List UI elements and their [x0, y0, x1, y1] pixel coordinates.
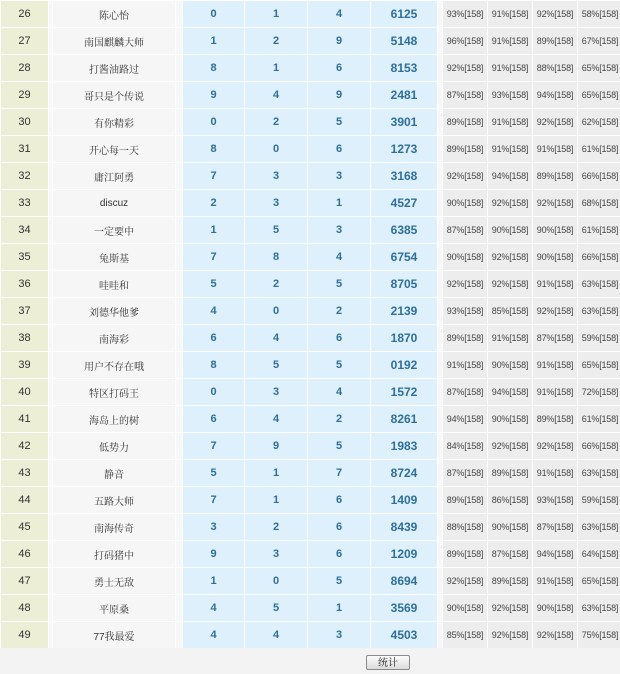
- table-row: [1, 136, 620, 163]
- percent-cell-1: 87%[158]: [443, 82, 488, 109]
- digit-3-cell: 4: [308, 244, 371, 271]
- spacer: [176, 406, 183, 433]
- percent-cell-4: 66%[158]: [578, 244, 620, 271]
- digit-3-cell: 6: [308, 325, 371, 352]
- username-cell: 海岛上的树: [53, 406, 176, 433]
- digit-3-cell: 6: [308, 136, 371, 163]
- percent-cell-1: 90%[158]: [443, 244, 488, 271]
- digit-2-cell: 2: [245, 271, 308, 298]
- code-cell: 2139: [371, 298, 438, 325]
- table-row: [1, 325, 620, 352]
- code-cell: 1870: [371, 325, 438, 352]
- table-row: [1, 622, 620, 649]
- percent-cell-1: 84%[158]: [443, 433, 488, 460]
- percent-cell-1: 90%[158]: [443, 190, 488, 217]
- percent-cell-1: 93%[158]: [443, 298, 488, 325]
- digit-3-cell: 2: [308, 406, 371, 433]
- digit-2-cell: 5: [245, 217, 308, 244]
- digit-2-cell: 1: [245, 487, 308, 514]
- code-cell: 8694: [371, 568, 438, 595]
- ranking-table-body: [1, 1, 620, 649]
- percent-cell-1: 92%[158]: [443, 568, 488, 595]
- code-cell: 1209: [371, 541, 438, 568]
- digit-2-cell: 0: [245, 298, 308, 325]
- digit-3-cell: 7: [308, 460, 371, 487]
- percent-cell-1: 87%[158]: [443, 460, 488, 487]
- percent-cell-2: 93%[158]: [488, 82, 533, 109]
- digit-2-cell: 4: [245, 406, 308, 433]
- rank-cell: 48: [1, 595, 49, 622]
- table-row: [1, 433, 620, 460]
- rank-cell: 41: [1, 406, 49, 433]
- percent-cell-2: 91%[158]: [488, 1, 533, 28]
- spacer: [176, 433, 183, 460]
- percent-cell-3: 90%[158]: [533, 595, 578, 622]
- rank-cell: 49: [1, 622, 49, 649]
- spacer: [176, 55, 183, 82]
- code-cell: 4503: [371, 622, 438, 649]
- digit-3-cell: 5: [308, 433, 371, 460]
- username-cell: 低势力: [53, 433, 176, 460]
- rank-cell: 26: [1, 1, 49, 28]
- digit-3-cell: 9: [308, 28, 371, 55]
- table-row: [1, 379, 620, 406]
- percent-cell-2: 92%[158]: [488, 271, 533, 298]
- code-cell: 3569: [371, 595, 438, 622]
- percent-cell-3: 91%[158]: [533, 136, 578, 163]
- digit-1-cell: 1: [183, 217, 245, 244]
- digit-2-cell: 1: [245, 460, 308, 487]
- digit-2-cell: 9: [245, 433, 308, 460]
- percent-cell-3: 92%[158]: [533, 622, 578, 649]
- digit-1-cell: 3: [183, 514, 245, 541]
- username-cell: 打码猪中: [53, 541, 176, 568]
- percent-cell-1: 91%[158]: [443, 352, 488, 379]
- percent-cell-4: 72%[158]: [578, 379, 620, 406]
- digit-3-cell: 6: [308, 541, 371, 568]
- rank-cell: 38: [1, 325, 49, 352]
- percent-cell-2: 86%[158]: [488, 487, 533, 514]
- percent-cell-3: 92%[158]: [533, 109, 578, 136]
- table-row: [1, 352, 620, 379]
- percent-cell-4: 64%[158]: [578, 541, 620, 568]
- table-row: [1, 109, 620, 136]
- percent-cell-4: 63%[158]: [578, 298, 620, 325]
- table-row: [1, 82, 620, 109]
- username-cell: 平原桑: [53, 595, 176, 622]
- digit-1-cell: 9: [183, 82, 245, 109]
- username-cell: 哇哇和: [53, 271, 176, 298]
- code-cell: 6385: [371, 217, 438, 244]
- username-cell: discuz: [53, 190, 176, 217]
- digit-3-cell: 5: [308, 109, 371, 136]
- table-footer: [0, 648, 620, 674]
- digit-2-cell: 4: [245, 325, 308, 352]
- percent-cell-3: 89%[158]: [533, 406, 578, 433]
- digit-1-cell: 6: [183, 325, 245, 352]
- percent-cell-3: 90%[158]: [533, 217, 578, 244]
- percent-cell-3: 89%[158]: [533, 163, 578, 190]
- percent-cell-4: 65%[158]: [578, 568, 620, 595]
- digit-3-cell: 3: [308, 217, 371, 244]
- username-cell: 77我最爱: [53, 622, 176, 649]
- percent-cell-2: 94%[158]: [488, 379, 533, 406]
- spacer: [176, 352, 183, 379]
- spacer: [176, 28, 183, 55]
- spacer: [176, 190, 183, 217]
- spacer: [176, 1, 183, 28]
- digit-1-cell: 7: [183, 163, 245, 190]
- percent-cell-3: 87%[158]: [533, 514, 578, 541]
- digit-2-cell: 3: [245, 163, 308, 190]
- percent-cell-4: 61%[158]: [578, 217, 620, 244]
- code-cell: 2481: [371, 82, 438, 109]
- percent-cell-3: 91%[158]: [533, 460, 578, 487]
- percent-cell-2: 90%[158]: [488, 514, 533, 541]
- spacer: [176, 82, 183, 109]
- rank-cell: 44: [1, 487, 49, 514]
- spacer: [176, 244, 183, 271]
- digit-1-cell: 8: [183, 55, 245, 82]
- rank-cell: 37: [1, 298, 49, 325]
- username-cell: 哥只是个传说: [53, 82, 176, 109]
- code-cell: 8439: [371, 514, 438, 541]
- statistics-button[interactable]: 统计: [366, 655, 410, 670]
- percent-cell-1: 92%[158]: [443, 271, 488, 298]
- username-cell: 勇士无敌: [53, 568, 176, 595]
- digit-3-cell: 5: [308, 568, 371, 595]
- percent-cell-3: 88%[158]: [533, 55, 578, 82]
- percent-cell-3: 92%[158]: [533, 1, 578, 28]
- percent-cell-2: 90%[158]: [488, 406, 533, 433]
- digit-3-cell: 4: [308, 379, 371, 406]
- code-cell: 0192: [371, 352, 438, 379]
- code-cell: 1273: [371, 136, 438, 163]
- percent-cell-1: 94%[158]: [443, 406, 488, 433]
- table-row: [1, 487, 620, 514]
- username-cell: 有你精彩: [53, 109, 176, 136]
- percent-cell-4: 63%[158]: [578, 271, 620, 298]
- digit-1-cell: 7: [183, 244, 245, 271]
- percent-cell-4: 59%[158]: [578, 487, 620, 514]
- table-row: [1, 1, 620, 28]
- username-cell: 刘德华他爹: [53, 298, 176, 325]
- username-cell: 陈心怡: [53, 1, 176, 28]
- spacer: [176, 109, 183, 136]
- spacer: [176, 460, 183, 487]
- rank-cell: 28: [1, 55, 49, 82]
- spacer: [176, 487, 183, 514]
- digit-3-cell: 6: [308, 487, 371, 514]
- table-row: [1, 460, 620, 487]
- rank-cell: 32: [1, 163, 49, 190]
- username-cell: 开心每一天: [53, 136, 176, 163]
- rank-cell: 45: [1, 514, 49, 541]
- rank-cell: 27: [1, 28, 49, 55]
- percent-cell-4: 67%[158]: [578, 28, 620, 55]
- code-cell: 3901: [371, 109, 438, 136]
- digit-1-cell: 5: [183, 460, 245, 487]
- digit-2-cell: 5: [245, 595, 308, 622]
- percent-cell-4: 59%[158]: [578, 325, 620, 352]
- percent-cell-4: 63%[158]: [578, 460, 620, 487]
- digit-3-cell: 5: [308, 352, 371, 379]
- percent-cell-4: 65%[158]: [578, 55, 620, 82]
- percent-cell-3: 93%[158]: [533, 487, 578, 514]
- digit-3-cell: 3: [308, 622, 371, 649]
- percent-cell-2: 89%[158]: [488, 568, 533, 595]
- table-row: [1, 568, 620, 595]
- code-cell: 1409: [371, 487, 438, 514]
- digit-2-cell: 5: [245, 352, 308, 379]
- percent-cell-1: 85%[158]: [443, 622, 488, 649]
- digit-1-cell: 4: [183, 298, 245, 325]
- spacer: [176, 541, 183, 568]
- digit-2-cell: 2: [245, 514, 308, 541]
- digit-3-cell: 1: [308, 190, 371, 217]
- table-row: [1, 406, 620, 433]
- percent-cell-2: 91%[158]: [488, 325, 533, 352]
- percent-cell-2: 87%[158]: [488, 541, 533, 568]
- digit-2-cell: 1: [245, 1, 308, 28]
- code-cell: 8705: [371, 271, 438, 298]
- digit-1-cell: 1: [183, 568, 245, 595]
- percent-cell-1: 89%[158]: [443, 487, 488, 514]
- rank-cell: 46: [1, 541, 49, 568]
- digit-1-cell: 7: [183, 433, 245, 460]
- percent-cell-3: 92%[158]: [533, 190, 578, 217]
- percent-cell-2: 89%[158]: [488, 460, 533, 487]
- digit-1-cell: 4: [183, 622, 245, 649]
- percent-cell-3: 94%[158]: [533, 82, 578, 109]
- digit-3-cell: 2: [308, 298, 371, 325]
- username-cell: 用户不存在哦: [53, 352, 176, 379]
- percent-cell-4: 61%[158]: [578, 406, 620, 433]
- digit-1-cell: 0: [183, 1, 245, 28]
- code-cell: 6754: [371, 244, 438, 271]
- digit-2-cell: 2: [245, 28, 308, 55]
- percent-cell-1: 89%[158]: [443, 541, 488, 568]
- spacer: [176, 622, 183, 649]
- percent-cell-2: 90%[158]: [488, 217, 533, 244]
- code-cell: 8153: [371, 55, 438, 82]
- digit-3-cell: 9: [308, 82, 371, 109]
- rank-cell: 39: [1, 352, 49, 379]
- percent-cell-4: 75%[158]: [578, 622, 620, 649]
- percent-cell-4: 66%[158]: [578, 163, 620, 190]
- code-cell: 1983: [371, 433, 438, 460]
- username-cell: 一定要中: [53, 217, 176, 244]
- percent-cell-1: 93%[158]: [443, 1, 488, 28]
- table-row: [1, 190, 620, 217]
- percent-cell-4: 68%[158]: [578, 190, 620, 217]
- digit-2-cell: 0: [245, 568, 308, 595]
- username-cell: 南国麒麟大师: [53, 28, 176, 55]
- percent-cell-4: 65%[158]: [578, 82, 620, 109]
- rank-cell: 40: [1, 379, 49, 406]
- table-row: [1, 244, 620, 271]
- digit-3-cell: 4: [308, 1, 371, 28]
- digit-2-cell: 8: [245, 244, 308, 271]
- username-cell: 静音: [53, 460, 176, 487]
- digit-1-cell: 5: [183, 271, 245, 298]
- digit-2-cell: 4: [245, 82, 308, 109]
- rank-cell: 35: [1, 244, 49, 271]
- percent-cell-2: 91%[158]: [488, 55, 533, 82]
- percent-cell-1: 89%[158]: [443, 325, 488, 352]
- table-row: [1, 595, 620, 622]
- percent-cell-1: 92%[158]: [443, 163, 488, 190]
- table-row: [1, 298, 620, 325]
- digit-2-cell: 3: [245, 379, 308, 406]
- rank-cell: 33: [1, 190, 49, 217]
- table-row: [1, 217, 620, 244]
- rank-cell: 43: [1, 460, 49, 487]
- spacer: [176, 325, 183, 352]
- digit-3-cell: 1: [308, 595, 371, 622]
- code-cell: 3168: [371, 163, 438, 190]
- digit-2-cell: 0: [245, 136, 308, 163]
- percent-cell-2: 92%[158]: [488, 595, 533, 622]
- percent-cell-1: 87%[158]: [443, 379, 488, 406]
- spacer: [176, 379, 183, 406]
- code-cell: 8724: [371, 460, 438, 487]
- percent-cell-2: 94%[158]: [488, 163, 533, 190]
- spacer: [176, 136, 183, 163]
- table-row: [1, 271, 620, 298]
- spacer: [176, 271, 183, 298]
- digit-3-cell: 6: [308, 55, 371, 82]
- rank-cell: 31: [1, 136, 49, 163]
- digit-2-cell: 4: [245, 622, 308, 649]
- percent-cell-2: 91%[158]: [488, 109, 533, 136]
- percent-cell-2: 90%[158]: [488, 352, 533, 379]
- percent-cell-3: 94%[158]: [533, 541, 578, 568]
- username-cell: 五路大师: [53, 487, 176, 514]
- percent-cell-1: 89%[158]: [443, 136, 488, 163]
- digit-1-cell: 8: [183, 136, 245, 163]
- spacer: [176, 568, 183, 595]
- code-cell: 4527: [371, 190, 438, 217]
- percent-cell-3: 90%[158]: [533, 244, 578, 271]
- percent-cell-2: 92%[158]: [488, 244, 533, 271]
- table-row: [1, 541, 620, 568]
- rank-cell: 34: [1, 217, 49, 244]
- table-row: [1, 514, 620, 541]
- spacer: [176, 163, 183, 190]
- digit-1-cell: 0: [183, 109, 245, 136]
- percent-cell-4: 58%[158]: [578, 1, 620, 28]
- digit-1-cell: 7: [183, 487, 245, 514]
- spacer: [176, 595, 183, 622]
- digit-2-cell: 3: [245, 190, 308, 217]
- spacer: [176, 298, 183, 325]
- rank-cell: 30: [1, 109, 49, 136]
- percent-cell-3: 92%[158]: [533, 433, 578, 460]
- percent-cell-2: 85%[158]: [488, 298, 533, 325]
- code-cell: 8261: [371, 406, 438, 433]
- percent-cell-2: 91%[158]: [488, 136, 533, 163]
- percent-cell-4: 66%[158]: [578, 433, 620, 460]
- digit-1-cell: 2: [183, 190, 245, 217]
- table-row: [1, 163, 620, 190]
- rank-cell: 36: [1, 271, 49, 298]
- code-cell: 6125: [371, 1, 438, 28]
- rank-cell: 42: [1, 433, 49, 460]
- percent-cell-3: 91%[158]: [533, 352, 578, 379]
- digit-2-cell: 2: [245, 109, 308, 136]
- digit-1-cell: 9: [183, 541, 245, 568]
- percent-cell-4: 63%[158]: [578, 595, 620, 622]
- code-cell: 1572: [371, 379, 438, 406]
- percent-cell-4: 61%[158]: [578, 136, 620, 163]
- username-cell: 打酱油路过: [53, 55, 176, 82]
- spacer: [176, 217, 183, 244]
- percent-cell-1: 92%[158]: [443, 55, 488, 82]
- table-row: [1, 28, 620, 55]
- username-cell: 特区打码王: [53, 379, 176, 406]
- digit-1-cell: 4: [183, 595, 245, 622]
- percent-cell-2: 92%[158]: [488, 433, 533, 460]
- digit-3-cell: 6: [308, 514, 371, 541]
- percent-cell-2: 91%[158]: [488, 28, 533, 55]
- percent-cell-2: 92%[158]: [488, 190, 533, 217]
- percent-cell-4: 63%[158]: [578, 514, 620, 541]
- digit-3-cell: 5: [308, 271, 371, 298]
- username-cell: 南海彩: [53, 325, 176, 352]
- percent-cell-1: 87%[158]: [443, 217, 488, 244]
- percent-cell-3: 91%[158]: [533, 568, 578, 595]
- digit-3-cell: 3: [308, 163, 371, 190]
- percent-cell-4: 62%[158]: [578, 109, 620, 136]
- percent-cell-3: 92%[158]: [533, 298, 578, 325]
- percent-cell-1: 89%[158]: [443, 109, 488, 136]
- rank-cell: 29: [1, 82, 49, 109]
- percent-cell-1: 96%[158]: [443, 28, 488, 55]
- table-row: [1, 55, 620, 82]
- percent-cell-1: 90%[158]: [443, 595, 488, 622]
- digit-1-cell: 1: [183, 28, 245, 55]
- percent-cell-3: 87%[158]: [533, 325, 578, 352]
- username-cell: 庸江阿勇: [53, 163, 176, 190]
- digit-2-cell: 3: [245, 541, 308, 568]
- percent-cell-3: 89%[158]: [533, 28, 578, 55]
- percent-cell-4: 65%[158]: [578, 352, 620, 379]
- percent-cell-3: 91%[158]: [533, 271, 578, 298]
- code-cell: 5148: [371, 28, 438, 55]
- username-cell: 南海传奇: [53, 514, 176, 541]
- rank-cell: 47: [1, 568, 49, 595]
- digit-1-cell: 6: [183, 406, 245, 433]
- digit-1-cell: 8: [183, 352, 245, 379]
- percent-cell-2: 92%[158]: [488, 622, 533, 649]
- percent-cell-3: 91%[158]: [533, 379, 578, 406]
- spacer: [176, 514, 183, 541]
- percent-cell-1: 88%[158]: [443, 514, 488, 541]
- username-cell: 兔斯基: [53, 244, 176, 271]
- digit-2-cell: 1: [245, 55, 308, 82]
- digit-1-cell: 0: [183, 379, 245, 406]
